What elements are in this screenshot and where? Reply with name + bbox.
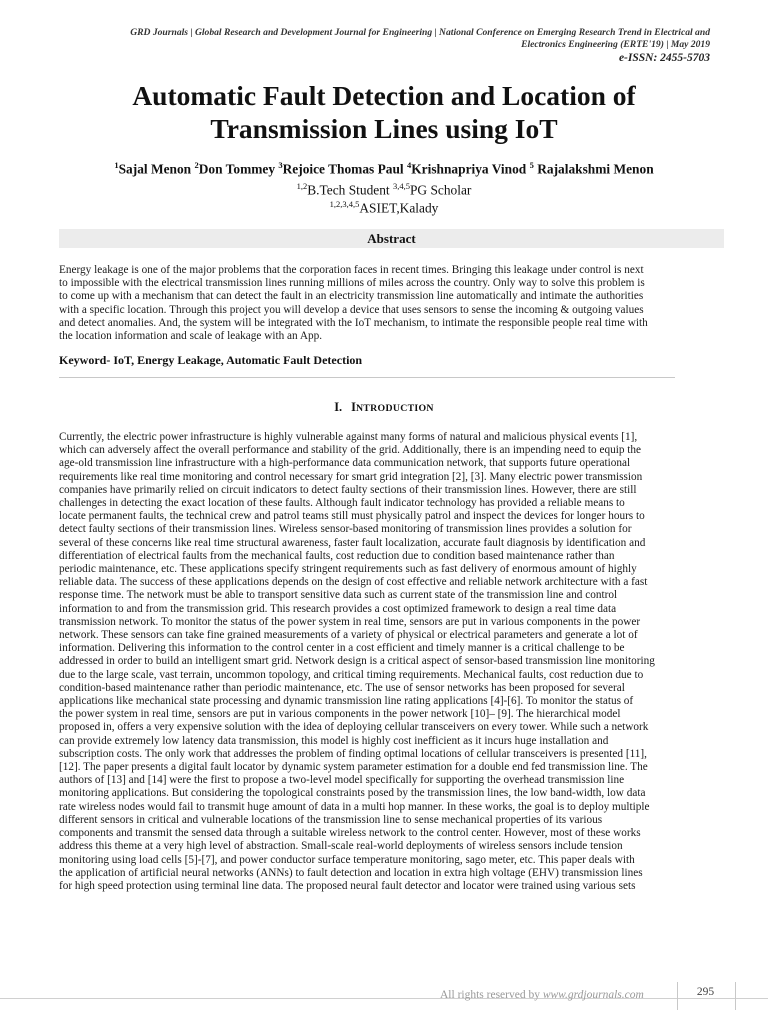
section1-line: information. Delivering this information to the control center in a cost efficient and timely manner is a critical challenge to be	[59, 642, 625, 655]
keywords: Keyword- IoT, Energy Leakage, Automatic Fault Detection	[59, 353, 363, 367]
section1-line: monitoring applications. But considering the topological constraints posed by the transmission lines, the low band-width, low data	[59, 787, 646, 800]
paper-title	[0, 79, 768, 145]
author-3-name: Rejoice Thomas Paul	[282, 161, 404, 177]
section1-line: addressed in order to build an intelligent smart grid. Network design is a critical aspect of sensor-based transmission line monitoring	[59, 655, 655, 668]
section1-line: subscription costs. The only work that addresses the problem of finding optimal locations of cellular transceivers is presented [11],	[59, 747, 647, 760]
footer-rights	[440, 988, 665, 1002]
section1-line: different sensors in critical and vulnerable locations of the transmission line to sense mechanical properties of its various	[59, 813, 603, 826]
section1-line: challenges in detecting the exact location of these faults. Although fault indicator technology has provided a reliable means to	[59, 497, 625, 510]
section1-line: companies have primarily relied on circuit indicators to detect faulty sections of their transmission lines. However, there are still	[59, 483, 637, 496]
role-1: B.Tech Student	[307, 182, 390, 198]
author-1-sup: 1	[114, 160, 119, 170]
author-3-sup: 3	[278, 160, 283, 170]
section1-line: the power system in real time, sensors are put in various components in the power network [10]– [9]. The hierarchical model	[59, 708, 621, 721]
divider-rule	[59, 377, 675, 378]
eissn: e-ISSN: 2455-5703	[618, 52, 710, 64]
section1-line: can provide extremely low latency data transmission, this model is highly cost inefficient as it incurs huge installation and	[59, 734, 609, 747]
abstract-line: to come up with a mechanism that can detect the fault in an electricity transmission line automatically and intimate the authorities	[59, 290, 644, 303]
section1-line: monitoring using load cells [5]-[7], and power conductor surface temperature monitoring, sago meter, etc. This paper deals with	[59, 853, 635, 866]
section1-line: transmission network. To monitor the status of the power system in real time, sensors are put in various components in the power	[59, 615, 641, 628]
introduction-body	[59, 431, 723, 893]
affiliation-institution	[0, 196, 768, 216]
title-line-1: Automatic Fault Detection and Location of	[132, 80, 636, 111]
abstract-line: the location information and scale of leakage with an App.	[59, 330, 323, 343]
section-title-initial: I	[351, 400, 356, 414]
section1-line: [12]. The paper presents a digital fault locator by dynamic system parameter estimation for a double end fed transmission line. The	[59, 761, 648, 774]
institution-sup: 1,2,3,4,5	[329, 199, 360, 209]
author-4-name: Krishnapriya Vinod	[411, 161, 527, 177]
section1-line: differentiation of electrical faults from the mechanical faults, cost reduction due to condition based maintenance rather than	[59, 549, 615, 562]
section1-line: authors of [13] and [14] were the first to propose a two-level model specifically for supporting the overhead transmission line	[59, 774, 625, 787]
section1-line: age-old transmission line infrastructure with a high-performance data communication network, that supports future operational	[59, 457, 631, 470]
section1-line: network. These sensors can take fine grained measurements of a variety of physical or electrical parameters and generate a lot of	[59, 629, 638, 642]
journal-info-line-2: Electronics Engineering (ERTE'19) | May 2019	[521, 39, 710, 50]
section1-line: locate permanent faults, the technical crew and patrol teams still must physically patrol and inspect the devices for longer hours to	[59, 510, 645, 523]
section1-line: requirements like real time monitoring and control necessary for smart grid integration [2], [3]. Many electric power transmission	[59, 470, 643, 483]
journal-header	[70, 27, 710, 65]
abstract-body	[59, 264, 723, 343]
abstract-line: Energy leakage is one of the major problems that the corporation faces in recent times. Bringing this leakage under control is next	[59, 264, 644, 276]
author-list	[0, 157, 768, 177]
section1-line: response time. The network must be able to transport sensitive data such as current state of the transmission line and control	[59, 589, 618, 602]
section1-line: condition-based maintenance rather than periodic maintenance, etc. The use of sensor networks has been proposed for several	[59, 681, 625, 694]
section-heading-introduction	[0, 400, 768, 416]
section-number: I.	[334, 400, 343, 414]
page-number: 295	[696, 986, 715, 998]
role-1-sup: 1,2	[296, 181, 308, 191]
abstract-line: and detect anomalies. And, the system will be integrated with the IoT mechanism, to intimate the responsible people real time with	[59, 316, 648, 329]
section1-line: which can adversely affect the overall performance and stability of the grid. Additionally, there is an impending need to equip the	[59, 444, 641, 457]
abstract-line: to impossible with the electrical transmission lines running millions of miles across the country. Only way to solve this problem is	[59, 277, 645, 290]
journal-info-line-1: GRD Journals | Global Research and Development Journal for Engineering | National Conference on Emerging Research Trend in Electrical and	[130, 27, 710, 38]
section1-line: address this theme at a very high level of abstraction. Small-scale real-world deployments of wireless sensors include tension	[59, 840, 623, 853]
section1-line: due to the large scale, vast terrain, uncommon topology, and critical timing requirements. Mechanical faults, cost reduction due to	[59, 668, 644, 681]
author-4-sup: 4	[407, 160, 412, 170]
author-5-sup: 5	[529, 160, 534, 170]
section-title-rest: NTRODUCTION	[355, 403, 434, 414]
institution: ASIET,Kalady	[359, 200, 439, 216]
section1-line: information to and from the transmission grid. This research provides a cost optimized framework to design a real time data	[59, 602, 617, 615]
section1-line: components and transmit the sensed data through a suitable wireless network to the control center. However, most of these works	[59, 827, 641, 840]
role-2: PG Scholar	[409, 182, 472, 198]
section1-line: detect faulty sections of their transmission lines. Wireless sensor-based monitoring of transmission lines provides a solution for	[59, 523, 632, 536]
title-line-2: Transmission Lines using IoT	[210, 113, 558, 144]
role-2-sup: 3,4,5	[392, 181, 410, 191]
author-2-name: Don Tommey	[198, 161, 276, 177]
abstract-heading: Abstract	[59, 229, 724, 248]
journal-website: www.grdjournals.com	[542, 989, 644, 1001]
section1-line: Currently, the electric power infrastructure is highly vulnerable against many forms of natural and malicious physical events [1],	[59, 431, 638, 443]
author-1-name: Sajal Menon	[118, 161, 192, 177]
section1-line: periodic maintenance, etc. These applications specify stringent requirements such as fast delivery of enormous amount of highly	[59, 563, 637, 576]
section1-line: several of these concerns like real time structural awareness, faster fault localization, accurate fault diagnosis by identification and	[59, 536, 646, 549]
abstract-line: with a specific location. Through this project you will develop a device that uses sensors to sense the incoming & outgoing values	[59, 303, 644, 316]
author-2-sup: 2	[194, 160, 199, 170]
author-5-name: Rajalakshmi Menon	[537, 161, 654, 177]
section1-line: proposed in, offers a very expensive solution with the idea of deploying cellular transceivers on every tower. While such a network	[59, 721, 649, 734]
section1-line: the application of artificial neural networks (ANNs) to fault detection and location in extra high voltage (EHV) transmission lines	[59, 866, 643, 879]
section1-line: for high speed protection using terminal line data. The proposed neural fault detector and locator were trained using various sets	[59, 879, 636, 892]
section1-line: rate wireless nodes would fail to transmit huge amount of data in a multi hop manner. In these works, the goal is to deploy multiple	[59, 800, 650, 813]
section1-line: reliable data. The success of these applications depends on the design of cost effective and reliable network architecture with a fast	[59, 576, 648, 589]
section1-line: applications like mechanical state processing and dynamic transmission line rating applications [4]-[6]. To monitor the status of	[59, 695, 634, 708]
rights-text: All rights reserved by	[440, 989, 540, 1001]
